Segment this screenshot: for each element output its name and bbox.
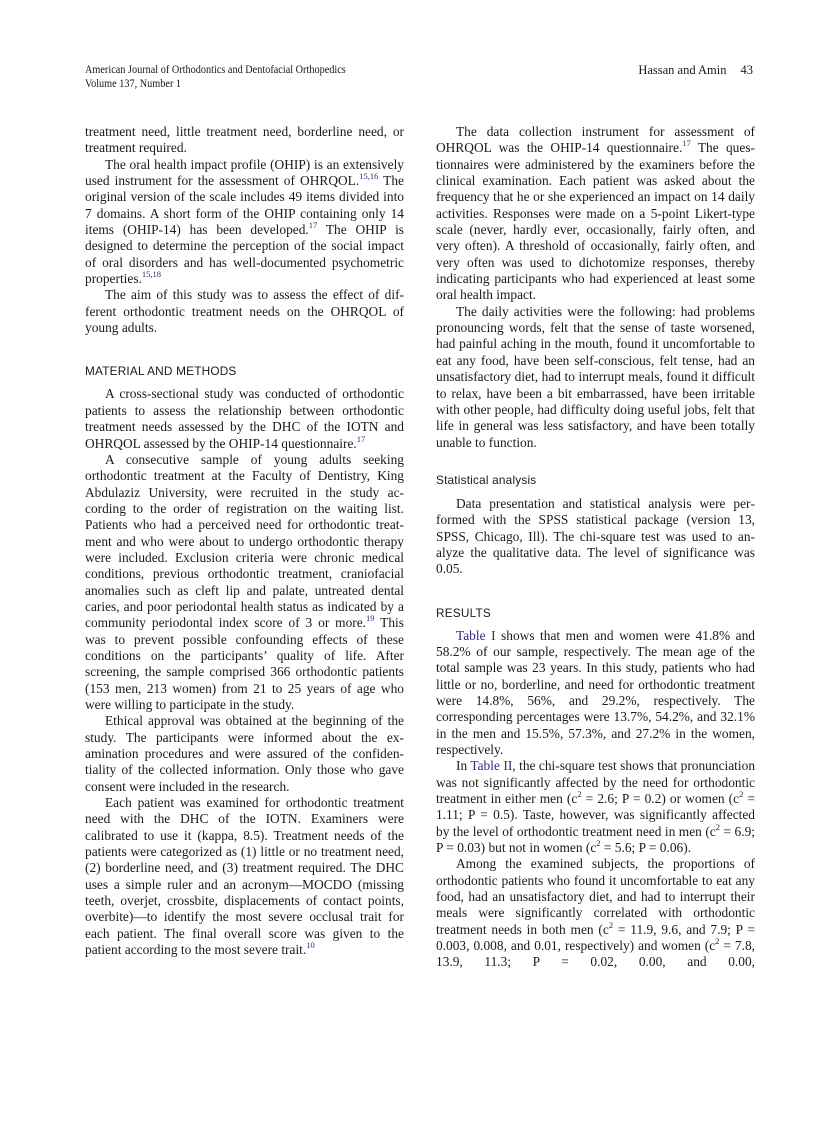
text-run: = 2.6; P = 0.2) or women (c bbox=[581, 791, 740, 807]
text-run: = 6.9; P = 0.03) but not in women (c bbox=[436, 823, 755, 856]
text-run: The original version of the scale includes 49 items divided into 7 domains. A short form of the OHIP containing only 14 items (OHIP-14) has been developed. bbox=[85, 173, 404, 238]
text-run: Each patient was examined for orthodontic treatment need with the DHC of the IOTN. Examiners were calibrated to use it (kappa, 8.5). Treatment needs of the patients were categorized as (1) little or no treatment need, (2) borderline need, and (3) treatment required. The DHC uses a simple ruler and an acronym—MOCDO (missing teeth, overjet, crossbite, displacements of contact points, overbite)—to identify the most severe occlusal trait for each patient. The final overall score was given to the patient according to the most severe trait. bbox=[85, 795, 404, 958]
exponent: 2 bbox=[739, 789, 744, 800]
text-run: = 5.6; P = 0.06). bbox=[600, 840, 692, 856]
paragraph bbox=[436, 496, 755, 578]
text-run: The questionnaires were administered by the examiners before the clinical examination. Each patient was asked about the frequency that he or she experienced an impact on 14 daily activities. Responses were made on a 5-point Likert-type scale (never, hardly ever, occasionally, fairly often, and very often). A threshold of occasionally, fairly often, and very often was used to dichotomize responses, thereby indicating participants who had experienced at least some oral health impact. bbox=[436, 140, 755, 303]
text-run: In bbox=[456, 758, 471, 774]
text-run: The daily activities were the following: had problems pronouncing words, felt that the sense of taste worsened, had painful aching in the mouth, found it uncomfortable to eat any food, have been self-conscious, felt tense, had an unsatisfactory diet, had to interrupt meals, found it difficult to relax, have been a bit embarrassed, have been irritable with other people, had difficulty doing useful jobs, felt that life in general was less satisfactory, and have been totally unable to function. bbox=[436, 303, 755, 450]
exponent: 2 bbox=[715, 936, 720, 947]
paragraph bbox=[436, 758, 755, 856]
text-run: The aim of this study was to assess the effect of different orthodontic treatment needs on the OHRQOL of young adults. bbox=[85, 287, 404, 336]
text-run: Data presentation and statistical analysis were performed with the SPSS statistical package (version 13, SPSS, Chicago, Ill). The chi-square test was used to analyze the qualitative data. The level of significance was 0.05. bbox=[436, 495, 755, 577]
text-run: Ethical approval was obtained at the beginning of the study. The participants were informed about the examination procedures and were assured of the confidentiality of the collected information. Only those who gave consent were included in the research. bbox=[85, 713, 404, 794]
paragraph bbox=[436, 856, 755, 970]
paragraph bbox=[85, 124, 404, 157]
text-run: = 7.8, 13.9, 11.3; P = 0.02, 0.00, and 0.00, bbox=[436, 938, 755, 970]
text-run: This was to prevent possible confounding effects of these conditions on the participants’ quality of life. After screening, the sample comprised 366 orthodontic patients (153 men, 213 women) from 21 to 25 years of age who were willing to participate in the study. bbox=[85, 615, 404, 712]
authors: Hassan and Amin bbox=[638, 63, 727, 77]
text-run: , the chi-square test shows that pronunciation was not significantly affected by the need for orthodontic treatment in either men (c bbox=[436, 758, 756, 807]
left-column bbox=[85, 124, 404, 959]
exponent: 2 bbox=[608, 919, 614, 930]
citation-superscript[interactable]: 10 bbox=[306, 940, 315, 951]
paragraph bbox=[85, 287, 404, 336]
text-run: treatment need, little treatment need, borderline need, or treatment required. bbox=[85, 124, 404, 156]
journal-title: American Journal of Orthodontics and Dentofacial Orthopedics bbox=[85, 64, 346, 76]
citation-superscript[interactable]: 17 bbox=[308, 220, 318, 231]
citation-superscript[interactable]: 15,16 bbox=[359, 171, 379, 182]
text-run: shows that men and women were 41.8% and 58.2% of our sample, respectively. The mean age of the total sample was 23 years. In this study, patients who had little or no, borderline, and need for orthodontic treatment were 14.8%, 56%, and 29.2%, respectively. The corresponding percentages were 13.7%, 54.2%, and 32.1% in the men and 15.5%, 57.3%, and 27.2% in the women, respectively. bbox=[436, 627, 755, 757]
text-run: The OHIP is designed to determine the perception of the social impact of oral disorders and has well-documented psychometric properties. bbox=[85, 222, 404, 287]
text-run: = 1.11; P = 0.5). Taste, however, was significantly affected by the level of orthodontic treatment need in men (c bbox=[436, 791, 755, 839]
citation-superscript[interactable]: 15,18 bbox=[141, 269, 162, 280]
section-heading: MATERIAL AND METHODS bbox=[85, 364, 237, 379]
text-run: Among the examined subjects, the proportions of orthodontic patients who found it uncomfortable to eat any food, had an unsatisfactory diet, and had to interrupt their meals were significantly correlated with orthodontic treatment needs in both men (c bbox=[436, 856, 755, 937]
page-number: 43 bbox=[740, 63, 753, 77]
text-run: A consecutive sample of young adults seeking orthodontic treatment at the Faculty of Dentistry, King Abdulaziz University, were recruited in the study according to the order of registration on the waiting list. Patients who had a perceived need for orthodontic treatment and who were about to undergo orthodontic therapy were included. Exclusion criteria were chronic medical conditions, previous orthodontic treatment, craniofacial anomalies such as cleft lip and palate, untreated dental caries, and poor periodontal health status as indicated by a community periodontal index score of 3 or more. bbox=[85, 451, 404, 631]
exponent: 2 bbox=[715, 821, 720, 832]
exponent: 2 bbox=[577, 789, 582, 800]
paragraph bbox=[436, 304, 755, 451]
paragraph bbox=[85, 452, 404, 714]
text-run: The data collection instrument for assessment of OHRQOL was the OHIP-14 questionnaire. bbox=[436, 124, 755, 156]
text-run: = 11.9, 9.6, and 7.9; P = 0.003, 0.008, and 0.01, respectively) and women (c bbox=[436, 921, 755, 954]
paragraph bbox=[85, 795, 404, 958]
text-run: The oral health impact profile (OHIP) is an extensively used instrument for the assessment of OHRQOL. bbox=[85, 156, 404, 189]
citation-superscript[interactable]: 17 bbox=[356, 433, 366, 444]
table-link[interactable]: Table II bbox=[470, 758, 513, 774]
paragraph bbox=[85, 157, 404, 288]
paragraph bbox=[85, 386, 404, 451]
paragraph bbox=[436, 628, 755, 759]
author-page bbox=[638, 63, 753, 77]
citation-superscript[interactable]: 19 bbox=[366, 613, 375, 624]
right-column bbox=[436, 124, 755, 971]
table-link[interactable]: Table I bbox=[456, 627, 496, 643]
section-heading: Statistical analysis bbox=[436, 472, 537, 487]
journal-volume: Volume 137, Number 1 bbox=[85, 78, 182, 90]
journal-info bbox=[85, 63, 346, 91]
citation-superscript[interactable]: 17 bbox=[682, 138, 691, 149]
paragraph bbox=[85, 713, 404, 795]
paragraph bbox=[436, 124, 755, 304]
text-run: A cross-sectional study was conducted of orthodontic patients to assess the relationship between orthodontic treatment needs assessed by the DHC of the IOTN and OHRQOL assessed by the OHIP-14 questionnaire. bbox=[85, 386, 404, 451]
section-heading: RESULTS bbox=[436, 605, 491, 620]
exponent: 2 bbox=[596, 838, 601, 849]
